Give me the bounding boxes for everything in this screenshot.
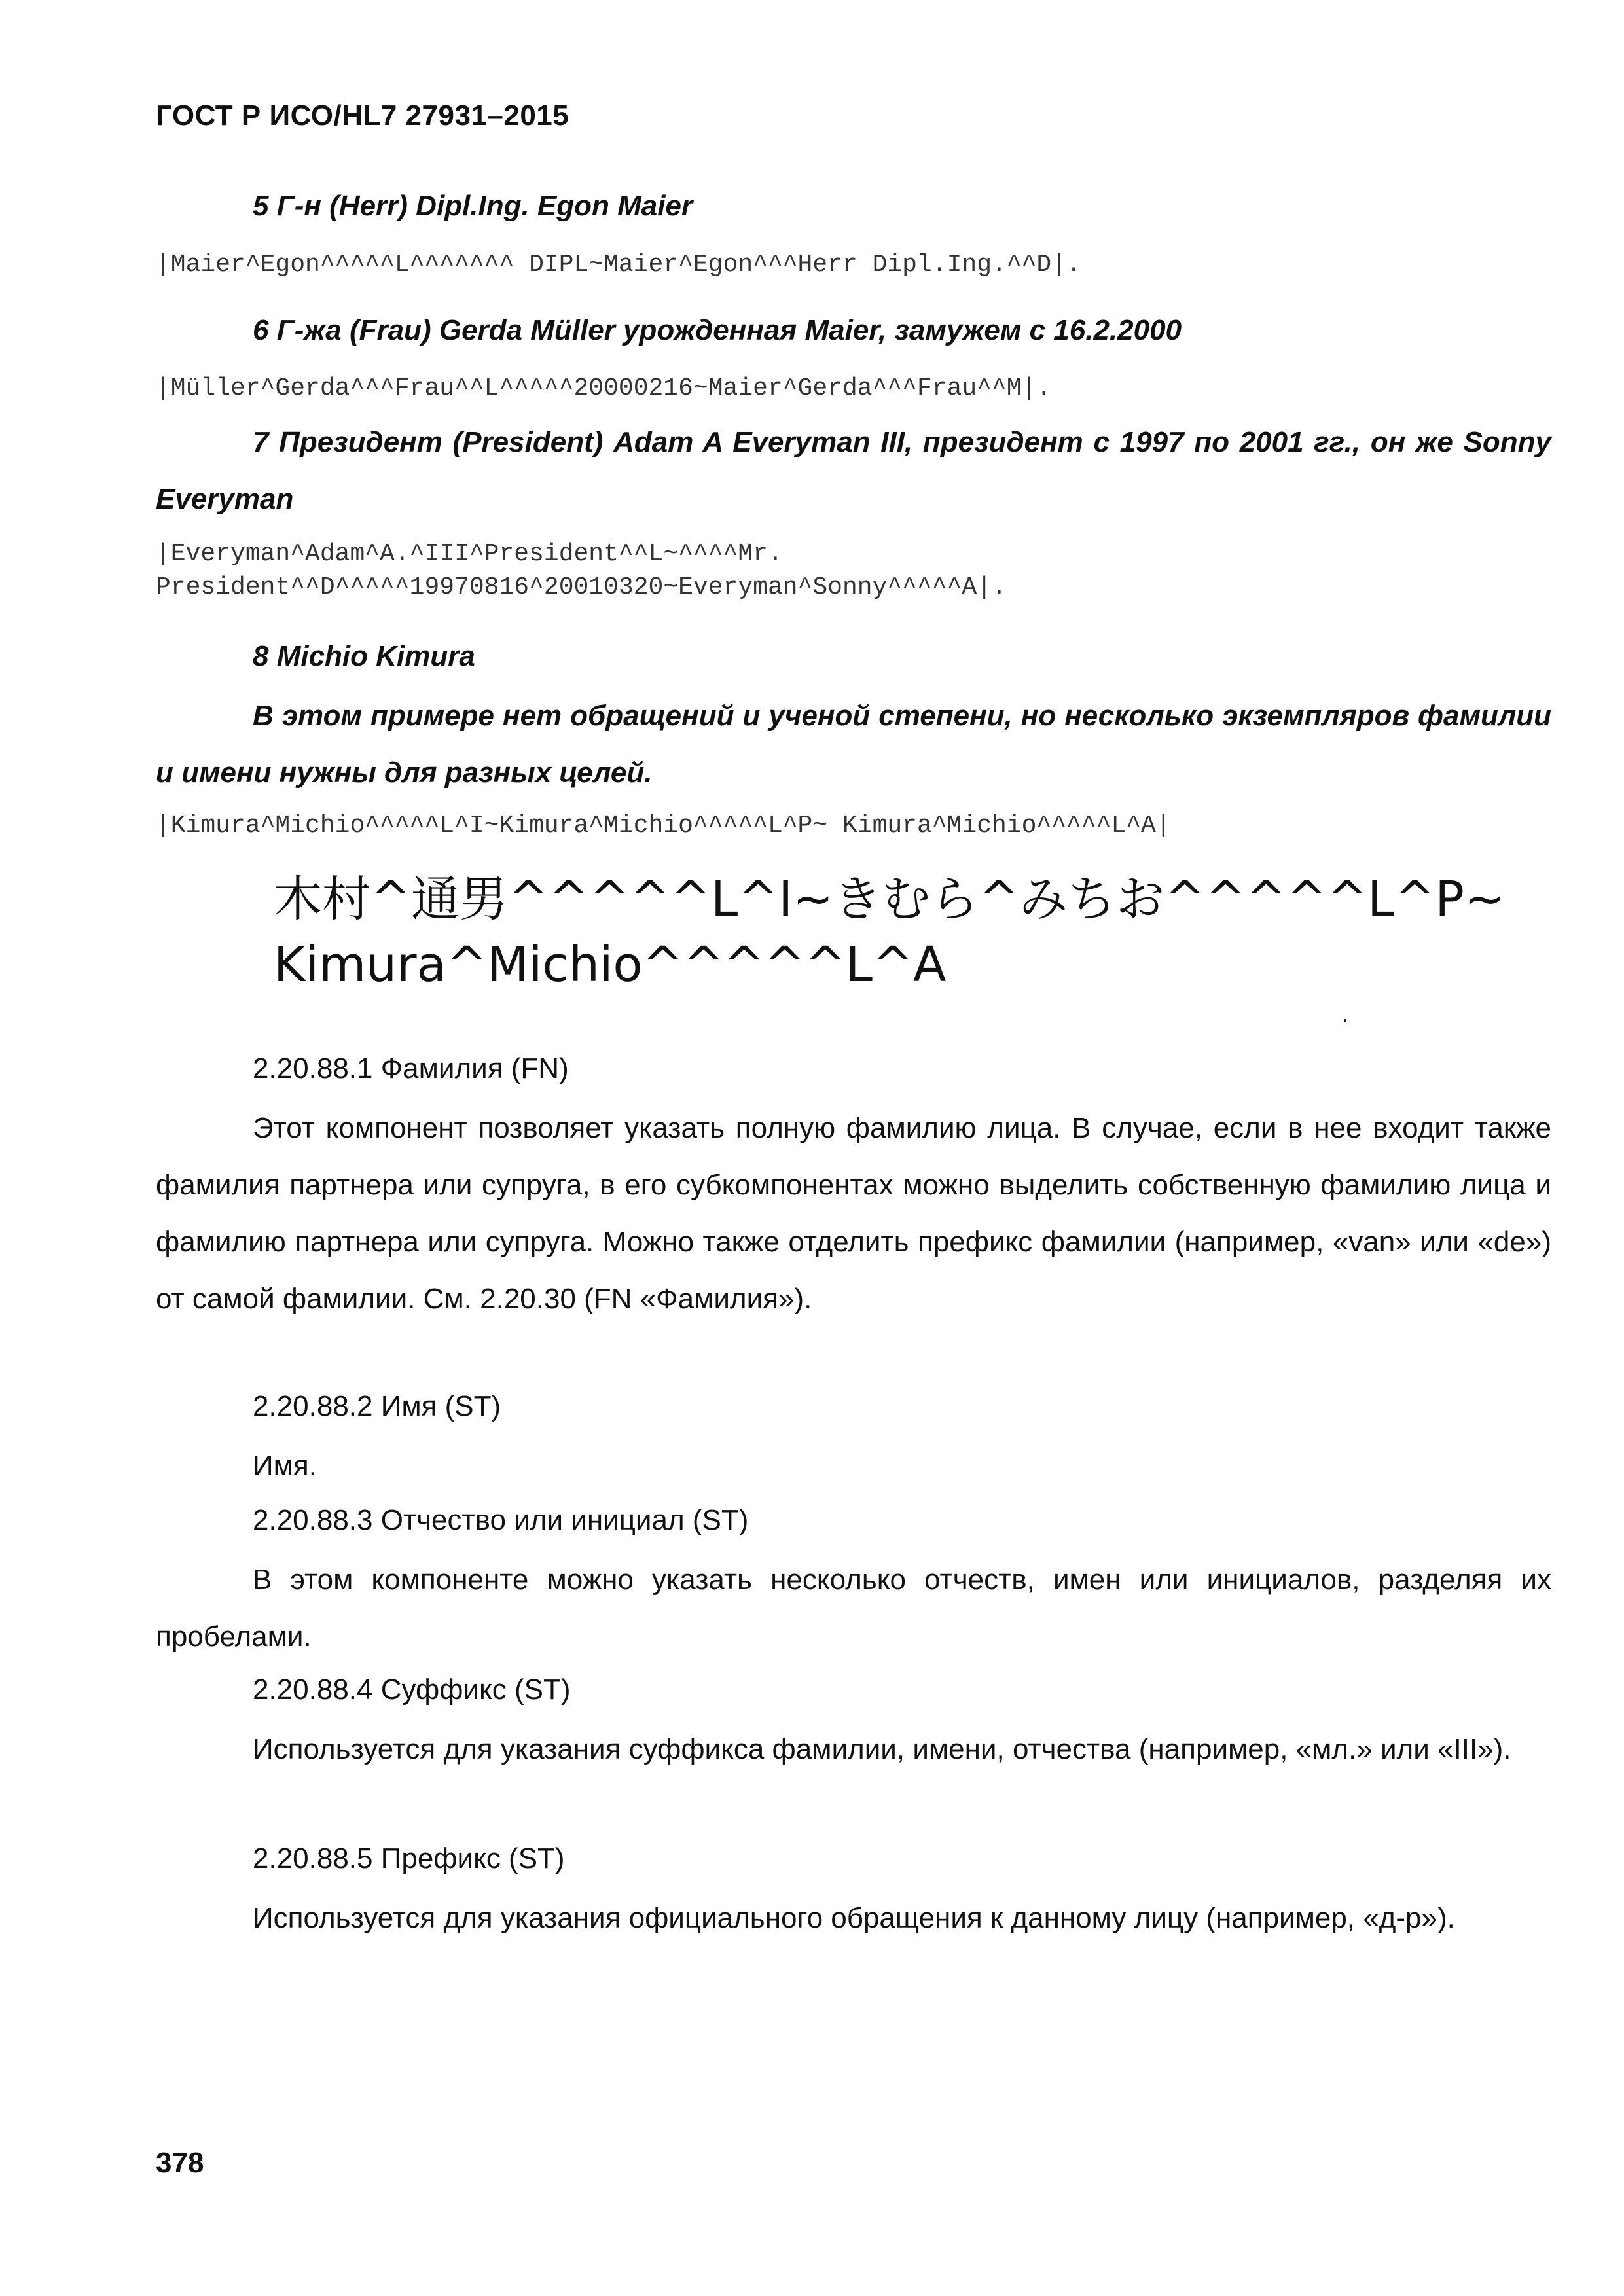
example-5-code: |Maier^Egon^^^^^L^^^^^^^ DIPL~Maier^Egon^^^Herr Dipl.Ing.^^D|. <box>156 251 1081 279</box>
section-heading-given-name: 2.20.88.2 Имя (ST) <box>253 1390 501 1422</box>
example-8-japanese-line-1: 木村^通男^^^^^L^I~きむら^みちお^^^^^L^P~ <box>274 871 1505 927</box>
section-heading-prefix: 2.20.88.5 Префикс (ST) <box>253 1842 565 1874</box>
section-heading-middle-name: 2.20.88.3 Отчество или инициал (ST) <box>253 1504 749 1536</box>
document-header: ГОСТ Р ИСО/HL7 27931–2015 <box>156 99 569 132</box>
section-text-suffix: Используется для указания суффикса фамилии, имени, отчества (например, «мл.» или «III»). <box>253 1733 1511 1765</box>
example-7-code-line-1: |Everyman^Adam^A.^III^President^^L~^^^^Mr. <box>156 540 783 568</box>
example-5-title: 5 Г-н (Herr) Dipl.Ing. Egon Maier <box>253 190 693 222</box>
section-heading-family-name: 2.20.88.1 Фамилия (FN) <box>253 1052 569 1085</box>
section-text-prefix: Используется для указания официального обращения к данному лицу (например, «д-р»). <box>253 1902 1455 1934</box>
section-text-middle-name: В этом компоненте можно указать несколько отчеств, имен или инициалов, разделяя их пробелами. <box>156 1564 1551 1653</box>
page-number: 378 <box>156 2147 204 2179</box>
section-text-family-name: Этот компонент позволяет указать полную фамилию лица. В случае, если в нее входит также фамилия партнера или супруга, в его субкомпонентах можно выделить собственную фамилию лица и фамилию партнера или супруга. Можно также отделить префикс фамилии (например, «van» или «de») от самой фамилии. См. 2.20.30 (FN «Фамилия»). <box>156 1112 1551 1315</box>
example-8-code: |Kimura^Michio^^^^^L^I~Kimura^Michio^^^^^L^P~ Kimura^Michio^^^^^L^A| <box>156 812 1171 840</box>
example-7-code-line-2: President^^D^^^^^19970816^20010320~Everyman^Sonny^^^^^A|. <box>156 573 1007 601</box>
stray-dot: . <box>1342 1000 1349 1027</box>
example-8-japanese-line-2: Kimura^Michio^^^^^L^A <box>274 937 947 993</box>
example-6-title: 6 Г-жа (Frau) Gerda Müller урожденная Maier, замужем с 16.2.2000 <box>253 314 1182 346</box>
example-8-note: В этом примере нет обращений и ученой степени, но несколько экземпляров фамилии и имени нужны для разных целей. <box>156 700 1551 789</box>
example-7-title: 7 Президент (President) Adam A Everyman III, президент с 1997 по 2001 гг., он же Sonny Everyman <box>156 426 1551 515</box>
example-8-title: 8 Michio Kimura <box>253 640 475 672</box>
example-6-code: |Müller^Gerda^^^Frau^^L^^^^^20000216~Maier^Gerda^^^Frau^^M|. <box>156 374 1052 403</box>
section-text-given-name: Имя. <box>253 1450 317 1482</box>
section-heading-suffix: 2.20.88.4 Суффикс (ST) <box>253 1674 571 1706</box>
